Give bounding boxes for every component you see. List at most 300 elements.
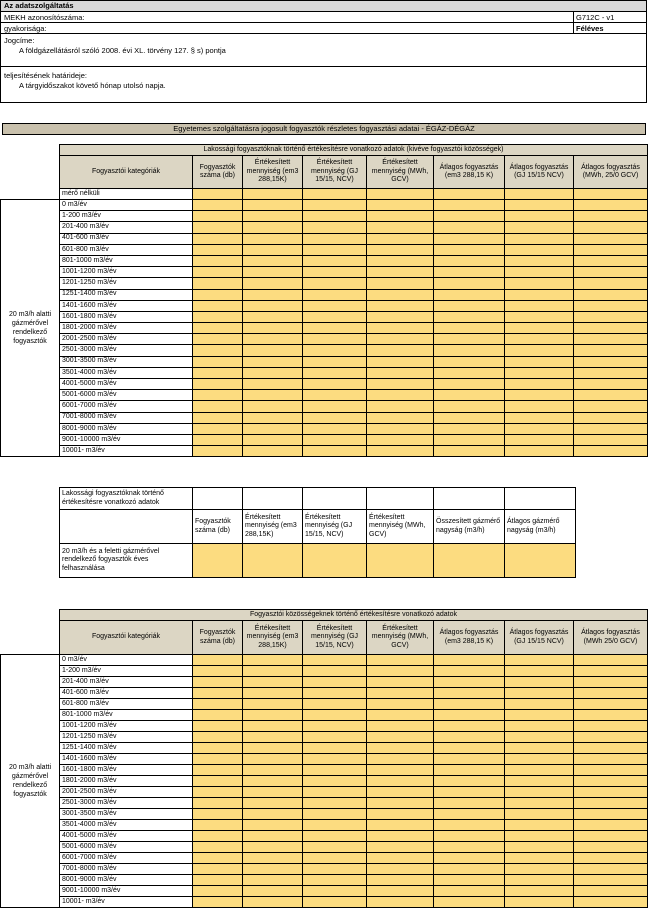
data-cell[interactable]	[243, 897, 303, 908]
data-cell[interactable]	[574, 666, 648, 677]
data-cell[interactable]	[574, 853, 648, 864]
data-cell[interactable]	[193, 820, 243, 831]
data-cell[interactable]	[193, 300, 243, 311]
data-cell[interactable]	[243, 820, 303, 831]
data-cell[interactable]	[367, 278, 434, 289]
data-cell[interactable]	[243, 189, 303, 200]
data-cell[interactable]	[574, 809, 648, 820]
data-cell[interactable]	[193, 776, 243, 787]
data-cell[interactable]	[434, 743, 505, 754]
data-cell[interactable]	[505, 390, 574, 401]
data-cell[interactable]	[193, 233, 243, 244]
data-cell[interactable]	[303, 820, 367, 831]
data-cell[interactable]	[574, 401, 648, 412]
data-cell[interactable]	[303, 710, 367, 721]
data-cell[interactable]	[505, 699, 574, 710]
data-cell[interactable]	[574, 334, 648, 345]
data-cell[interactable]	[193, 688, 243, 699]
data-cell[interactable]	[193, 897, 243, 908]
data-cell[interactable]	[193, 787, 243, 798]
data-cell[interactable]	[505, 367, 574, 378]
data-cell[interactable]	[505, 842, 574, 853]
data-cell[interactable]	[303, 211, 367, 222]
data-cell[interactable]	[303, 423, 367, 434]
data-cell[interactable]	[303, 897, 367, 908]
data-cell[interactable]	[505, 423, 574, 434]
data-cell[interactable]	[243, 311, 303, 322]
data-cell[interactable]	[303, 765, 367, 776]
data-cell[interactable]	[193, 345, 243, 356]
data-cell[interactable]	[505, 267, 574, 278]
data-cell[interactable]	[303, 831, 367, 842]
data-cell[interactable]	[193, 244, 243, 255]
data-cell[interactable]	[243, 699, 303, 710]
data-cell[interactable]	[574, 412, 648, 423]
data-cell[interactable]	[505, 831, 574, 842]
data-cell[interactable]	[367, 412, 434, 423]
data-cell[interactable]	[193, 875, 243, 886]
data-cell[interactable]	[243, 412, 303, 423]
data-cell[interactable]	[367, 809, 434, 820]
data-cell[interactable]	[574, 798, 648, 809]
data-cell[interactable]	[434, 233, 505, 244]
data-cell[interactable]	[434, 390, 505, 401]
data-cell[interactable]	[505, 345, 574, 356]
data-cell[interactable]	[434, 776, 505, 787]
data-cell[interactable]	[434, 289, 505, 300]
data-cell[interactable]	[193, 754, 243, 765]
data-cell[interactable]	[574, 820, 648, 831]
data-cell[interactable]	[434, 255, 505, 266]
data-cell[interactable]	[505, 334, 574, 345]
data-cell[interactable]	[574, 446, 648, 457]
data-cell[interactable]	[434, 765, 505, 776]
data-cell[interactable]	[243, 278, 303, 289]
data-cell[interactable]	[303, 311, 367, 322]
data-cell[interactable]	[243, 423, 303, 434]
data-cell[interactable]	[505, 655, 574, 666]
data-cell[interactable]	[243, 379, 303, 390]
data-cell[interactable]	[367, 765, 434, 776]
data-cell[interactable]	[303, 390, 367, 401]
data-cell[interactable]	[367, 323, 434, 334]
data-cell[interactable]	[243, 721, 303, 732]
data-cell[interactable]	[434, 412, 505, 423]
data-cell[interactable]	[243, 765, 303, 776]
data-cell[interactable]	[243, 754, 303, 765]
data-cell[interactable]	[434, 356, 505, 367]
data-cell[interactable]	[574, 244, 648, 255]
data-cell[interactable]	[505, 875, 574, 886]
data-cell[interactable]	[505, 820, 574, 831]
data-cell[interactable]	[505, 356, 574, 367]
data-cell[interactable]	[505, 233, 574, 244]
data-cell[interactable]	[303, 886, 367, 897]
data-cell[interactable]	[574, 278, 648, 289]
data-cell[interactable]	[303, 875, 367, 886]
data-cell[interactable]	[367, 401, 434, 412]
data-cell[interactable]	[303, 255, 367, 266]
data-cell[interactable]	[505, 776, 574, 787]
data-cell[interactable]	[303, 732, 367, 743]
data-cell[interactable]	[193, 267, 243, 278]
data-cell[interactable]	[505, 732, 574, 743]
data-cell[interactable]	[505, 677, 574, 688]
data-cell[interactable]	[505, 853, 574, 864]
data-cell[interactable]	[243, 233, 303, 244]
data-cell[interactable]	[367, 189, 434, 200]
data-cell[interactable]	[574, 831, 648, 842]
data-cell[interactable]	[505, 765, 574, 776]
data-cell[interactable]	[193, 211, 243, 222]
data-cell[interactable]	[367, 211, 434, 222]
data-cell[interactable]	[243, 677, 303, 688]
data-cell[interactable]	[574, 189, 648, 200]
data-cell[interactable]	[574, 233, 648, 244]
data-cell[interactable]	[193, 278, 243, 289]
data-cell[interactable]	[367, 233, 434, 244]
data-cell[interactable]	[367, 244, 434, 255]
data-cell[interactable]	[367, 754, 434, 765]
data-cell[interactable]	[367, 434, 434, 445]
data-cell[interactable]	[434, 446, 505, 457]
data-cell[interactable]	[303, 278, 367, 289]
data-cell[interactable]	[434, 886, 505, 897]
data-cell[interactable]	[243, 853, 303, 864]
data-cell[interactable]	[193, 423, 243, 434]
data-cell[interactable]	[243, 334, 303, 345]
data-cell[interactable]	[367, 721, 434, 732]
data-cell[interactable]	[505, 222, 574, 233]
data-cell[interactable]	[243, 875, 303, 886]
data-cell[interactable]	[303, 379, 367, 390]
data-cell[interactable]	[193, 864, 243, 875]
data-cell[interactable]	[243, 434, 303, 445]
data-cell[interactable]	[303, 688, 367, 699]
data-cell[interactable]	[193, 655, 243, 666]
data-cell[interactable]	[574, 367, 648, 378]
data-cell[interactable]	[193, 311, 243, 322]
data-cell[interactable]	[243, 345, 303, 356]
data-cell[interactable]	[243, 842, 303, 853]
data-cell[interactable]	[574, 732, 648, 743]
data-cell[interactable]	[193, 710, 243, 721]
data-cell[interactable]	[193, 200, 243, 211]
data-cell[interactable]	[243, 211, 303, 222]
data-cell[interactable]	[303, 200, 367, 211]
data-cell[interactable]	[303, 864, 367, 875]
data-cell[interactable]	[367, 666, 434, 677]
data-cell[interactable]	[367, 787, 434, 798]
data-cell[interactable]	[434, 754, 505, 765]
data-cell[interactable]	[243, 367, 303, 378]
data-cell[interactable]	[193, 699, 243, 710]
data-cell[interactable]	[574, 688, 648, 699]
data-cell[interactable]	[303, 743, 367, 754]
data-cell[interactable]	[193, 842, 243, 853]
data-cell[interactable]	[574, 864, 648, 875]
data-cell[interactable]	[574, 356, 648, 367]
data-cell[interactable]	[367, 423, 434, 434]
data-cell[interactable]	[434, 345, 505, 356]
data-cell[interactable]	[574, 311, 648, 322]
data-cell[interactable]	[367, 222, 434, 233]
data-cell[interactable]	[193, 434, 243, 445]
data-cell[interactable]	[505, 311, 574, 322]
data-cell[interactable]	[367, 875, 434, 886]
data-cell[interactable]	[303, 853, 367, 864]
data-cell[interactable]	[505, 379, 574, 390]
data-cell[interactable]	[434, 189, 505, 200]
data-cell[interactable]	[505, 721, 574, 732]
data-cell[interactable]	[367, 688, 434, 699]
data-cell[interactable]	[367, 544, 434, 578]
data-cell[interactable]	[243, 222, 303, 233]
data-cell[interactable]	[574, 300, 648, 311]
data-cell[interactable]	[434, 323, 505, 334]
data-cell[interactable]	[303, 289, 367, 300]
data-cell[interactable]	[574, 699, 648, 710]
data-cell[interactable]	[367, 798, 434, 809]
data-cell[interactable]	[243, 356, 303, 367]
data-cell[interactable]	[505, 798, 574, 809]
data-cell[interactable]	[574, 323, 648, 334]
data-cell[interactable]	[367, 897, 434, 908]
data-cell[interactable]	[574, 754, 648, 765]
data-cell[interactable]	[505, 300, 574, 311]
data-cell[interactable]	[193, 765, 243, 776]
data-cell[interactable]	[434, 278, 505, 289]
data-cell[interactable]	[505, 666, 574, 677]
data-cell[interactable]	[367, 200, 434, 211]
data-cell[interactable]	[505, 809, 574, 820]
data-cell[interactable]	[505, 688, 574, 699]
data-cell[interactable]	[434, 842, 505, 853]
data-cell[interactable]	[367, 743, 434, 754]
data-cell[interactable]	[574, 897, 648, 908]
data-cell[interactable]	[574, 886, 648, 897]
data-cell[interactable]	[505, 897, 574, 908]
data-cell[interactable]	[434, 677, 505, 688]
data-cell[interactable]	[303, 189, 367, 200]
data-cell[interactable]	[505, 211, 574, 222]
data-cell[interactable]	[243, 809, 303, 820]
data-cell[interactable]	[243, 710, 303, 721]
data-cell[interactable]	[367, 831, 434, 842]
data-cell[interactable]	[367, 732, 434, 743]
data-cell[interactable]	[303, 345, 367, 356]
data-cell[interactable]	[243, 390, 303, 401]
data-cell[interactable]	[193, 390, 243, 401]
data-cell[interactable]	[303, 300, 367, 311]
data-cell[interactable]	[243, 655, 303, 666]
data-cell[interactable]	[243, 864, 303, 875]
data-cell[interactable]	[434, 666, 505, 677]
data-cell[interactable]	[243, 688, 303, 699]
data-cell[interactable]	[434, 721, 505, 732]
data-cell[interactable]	[243, 255, 303, 266]
data-cell[interactable]	[303, 809, 367, 820]
data-cell[interactable]	[303, 356, 367, 367]
data-cell[interactable]	[574, 222, 648, 233]
data-cell[interactable]	[505, 401, 574, 412]
data-cell[interactable]	[434, 434, 505, 445]
data-cell[interactable]	[574, 677, 648, 688]
data-cell[interactable]	[193, 379, 243, 390]
data-cell[interactable]	[505, 289, 574, 300]
data-cell[interactable]	[574, 379, 648, 390]
data-cell[interactable]	[505, 244, 574, 255]
data-cell[interactable]	[434, 732, 505, 743]
data-cell[interactable]	[303, 655, 367, 666]
data-cell[interactable]	[193, 809, 243, 820]
data-cell[interactable]	[303, 798, 367, 809]
data-cell[interactable]	[367, 853, 434, 864]
data-cell[interactable]	[243, 446, 303, 457]
data-cell[interactable]	[243, 244, 303, 255]
data-cell[interactable]	[193, 544, 243, 578]
data-cell[interactable]	[505, 886, 574, 897]
data-cell[interactable]	[574, 721, 648, 732]
data-cell[interactable]	[574, 211, 648, 222]
data-cell[interactable]	[434, 853, 505, 864]
data-cell[interactable]	[367, 776, 434, 787]
data-cell[interactable]	[434, 244, 505, 255]
data-cell[interactable]	[193, 255, 243, 266]
data-cell[interactable]	[303, 244, 367, 255]
data-cell[interactable]	[505, 864, 574, 875]
data-cell[interactable]	[434, 875, 505, 886]
data-cell[interactable]	[434, 379, 505, 390]
data-cell[interactable]	[243, 798, 303, 809]
data-cell[interactable]	[303, 721, 367, 732]
data-cell[interactable]	[505, 743, 574, 754]
data-cell[interactable]	[367, 864, 434, 875]
data-cell[interactable]	[243, 666, 303, 677]
data-cell[interactable]	[505, 412, 574, 423]
data-cell[interactable]	[193, 356, 243, 367]
data-cell[interactable]	[367, 710, 434, 721]
data-cell[interactable]	[434, 831, 505, 842]
data-cell[interactable]	[367, 267, 434, 278]
data-cell[interactable]	[193, 412, 243, 423]
data-cell[interactable]	[303, 434, 367, 445]
data-cell[interactable]	[434, 820, 505, 831]
data-cell[interactable]	[574, 200, 648, 211]
data-cell[interactable]	[505, 787, 574, 798]
data-cell[interactable]	[193, 721, 243, 732]
data-cell[interactable]	[367, 655, 434, 666]
data-cell[interactable]	[243, 323, 303, 334]
data-cell[interactable]	[193, 334, 243, 345]
data-cell[interactable]	[505, 434, 574, 445]
data-cell[interactable]	[243, 743, 303, 754]
data-cell[interactable]	[193, 853, 243, 864]
data-cell[interactable]	[505, 754, 574, 765]
data-cell[interactable]	[367, 446, 434, 457]
data-cell[interactable]	[243, 886, 303, 897]
data-cell[interactable]	[193, 189, 243, 200]
data-cell[interactable]	[505, 544, 576, 578]
data-cell[interactable]	[367, 311, 434, 322]
data-cell[interactable]	[303, 776, 367, 787]
data-cell[interactable]	[303, 666, 367, 677]
data-cell[interactable]	[243, 831, 303, 842]
data-cell[interactable]	[367, 379, 434, 390]
data-cell[interactable]	[505, 255, 574, 266]
data-cell[interactable]	[243, 200, 303, 211]
data-cell[interactable]	[434, 688, 505, 699]
data-cell[interactable]	[367, 300, 434, 311]
data-cell[interactable]	[434, 798, 505, 809]
data-cell[interactable]	[574, 255, 648, 266]
data-cell[interactable]	[367, 886, 434, 897]
data-cell[interactable]	[193, 401, 243, 412]
data-cell[interactable]	[193, 743, 243, 754]
data-cell[interactable]	[193, 666, 243, 677]
data-cell[interactable]	[434, 367, 505, 378]
data-cell[interactable]	[574, 434, 648, 445]
data-cell[interactable]	[367, 842, 434, 853]
data-cell[interactable]	[434, 334, 505, 345]
data-cell[interactable]	[303, 699, 367, 710]
data-cell[interactable]	[434, 222, 505, 233]
data-cell[interactable]	[574, 267, 648, 278]
data-cell[interactable]	[243, 289, 303, 300]
data-cell[interactable]	[303, 842, 367, 853]
data-cell[interactable]	[193, 323, 243, 334]
data-cell[interactable]	[303, 401, 367, 412]
data-cell[interactable]	[434, 809, 505, 820]
data-cell[interactable]	[574, 289, 648, 300]
data-cell[interactable]	[193, 732, 243, 743]
data-cell[interactable]	[434, 311, 505, 322]
data-cell[interactable]	[193, 289, 243, 300]
data-cell[interactable]	[574, 765, 648, 776]
data-cell[interactable]	[434, 267, 505, 278]
data-cell[interactable]	[243, 401, 303, 412]
data-cell[interactable]	[434, 787, 505, 798]
data-cell[interactable]	[303, 754, 367, 765]
data-cell[interactable]	[303, 446, 367, 457]
data-cell[interactable]	[243, 300, 303, 311]
data-cell[interactable]	[434, 699, 505, 710]
data-cell[interactable]	[243, 787, 303, 798]
data-cell[interactable]	[367, 820, 434, 831]
data-cell[interactable]	[505, 278, 574, 289]
data-cell[interactable]	[303, 323, 367, 334]
data-cell[interactable]	[574, 655, 648, 666]
data-cell[interactable]	[505, 446, 574, 457]
data-cell[interactable]	[303, 544, 367, 578]
data-cell[interactable]	[193, 446, 243, 457]
data-cell[interactable]	[193, 677, 243, 688]
data-cell[interactable]	[434, 200, 505, 211]
data-cell[interactable]	[574, 710, 648, 721]
data-cell[interactable]	[574, 787, 648, 798]
data-cell[interactable]	[367, 699, 434, 710]
data-cell[interactable]	[574, 390, 648, 401]
data-cell[interactable]	[367, 390, 434, 401]
data-cell[interactable]	[574, 345, 648, 356]
data-cell[interactable]	[303, 334, 367, 345]
data-cell[interactable]	[193, 367, 243, 378]
data-cell[interactable]	[243, 267, 303, 278]
data-cell[interactable]	[505, 200, 574, 211]
data-cell[interactable]	[303, 233, 367, 244]
data-cell[interactable]	[434, 423, 505, 434]
data-cell[interactable]	[303, 222, 367, 233]
